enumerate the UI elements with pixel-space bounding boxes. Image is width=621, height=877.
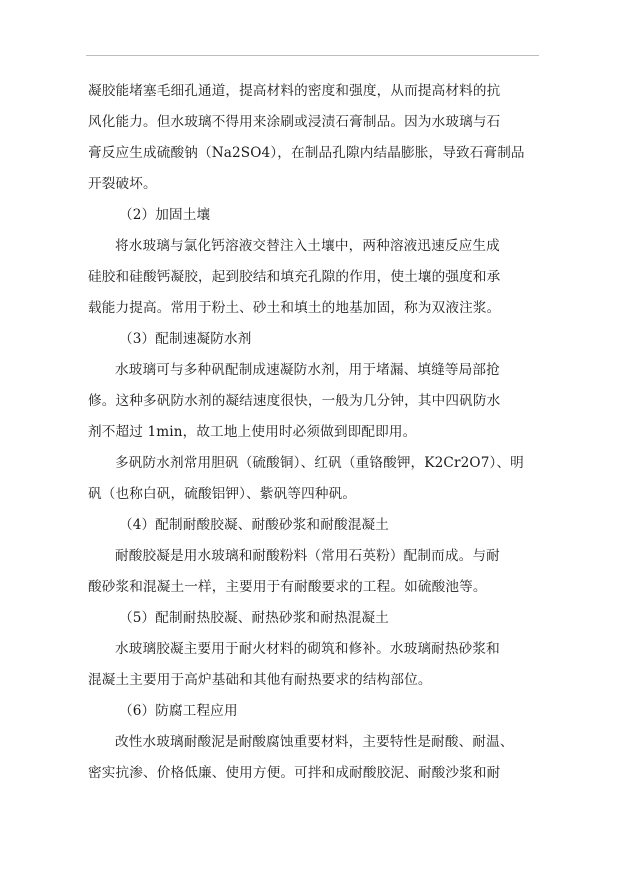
text-line: 膏反应生成硫酸钠（Na2SO4），在制品孔隙内结晶膨胀，导致石膏制品 xyxy=(88,145,525,161)
document-body xyxy=(88,76,538,789)
text-line: 开裂破坏。 xyxy=(88,176,157,192)
text-line: 风化能力。但水玻璃不得用来涂刷或浸渍石膏制品。因为水玻璃与石 xyxy=(88,114,501,130)
text-line: 修。这种多矾防水剂的凝结速度很快，一般为几分钟，其中四矾防水 xyxy=(88,393,501,409)
section-heading: （4）配制耐酸胶凝、耐酸砂浆和耐酸混凝土 xyxy=(119,517,389,533)
section-heading: （3）配制速凝防水剂 xyxy=(119,331,252,347)
text-line: 混凝土主要用于高炉基础和其他有耐热要求的结构部位。 xyxy=(88,672,432,688)
header-rule xyxy=(86,55,539,56)
text-line: 水玻璃可与多种矾配制成速凝防水剂，用于堵漏、填缝等局部抢 xyxy=(115,362,500,378)
text-line: 密实抗渗、价格低廉、使用方便。可拌和成耐酸胶泥、耐酸沙浆和耐 xyxy=(88,765,501,781)
text-line: 改性水玻璃耐酸泥是耐酸腐蚀重要材料，主要特性是耐酸、耐温、 xyxy=(115,734,514,750)
section-heading: （5）配制耐热胶凝、耐热砂浆和耐热混凝土 xyxy=(119,610,389,626)
text-line: 耐酸胶凝是用水玻璃和耐酸粉料（常用石英粉）配制而成。与耐 xyxy=(115,548,500,564)
text-line: 硅胶和硅酸钙凝胶，起到胶结和填充孔隙的作用，使土壤的强度和承 xyxy=(88,269,501,285)
text-line: 剂不超过 1min，故工地上使用时必须做到即配即用。 xyxy=(88,424,417,440)
text-line: 将水玻璃与氯化钙溶液交替注入土壤中，两种溶液迅速反应生成 xyxy=(115,238,500,254)
section-heading: （2）加固土壤 xyxy=(119,207,211,223)
text-line: 水玻璃胶凝主要用于耐火材料的砌筑和修补。水玻璃耐热砂浆和 xyxy=(115,641,500,657)
text-line: 凝胶能堵塞毛细孔通道，提高材料的密度和强度，从而提高材料的抗 xyxy=(88,83,501,99)
text-line: 酸砂浆和混凝土一样，主要用于有耐酸要求的工程。如硫酸池等。 xyxy=(88,579,487,595)
text-line: 多矾防水剂常用胆矾（硫酸铜）、红矾（重铬酸钾，K2Cr2O7）、明 xyxy=(115,455,524,471)
text-line: 载能力提高。常用于粉土、砂土和填土的地基加固，称为双液注浆。 xyxy=(88,300,501,316)
text-line: 矾（也称白矾，硫酸铝钾）、紫矾等四种矾。 xyxy=(88,486,357,502)
section-heading: （6）防腐工程应用 xyxy=(119,703,238,719)
